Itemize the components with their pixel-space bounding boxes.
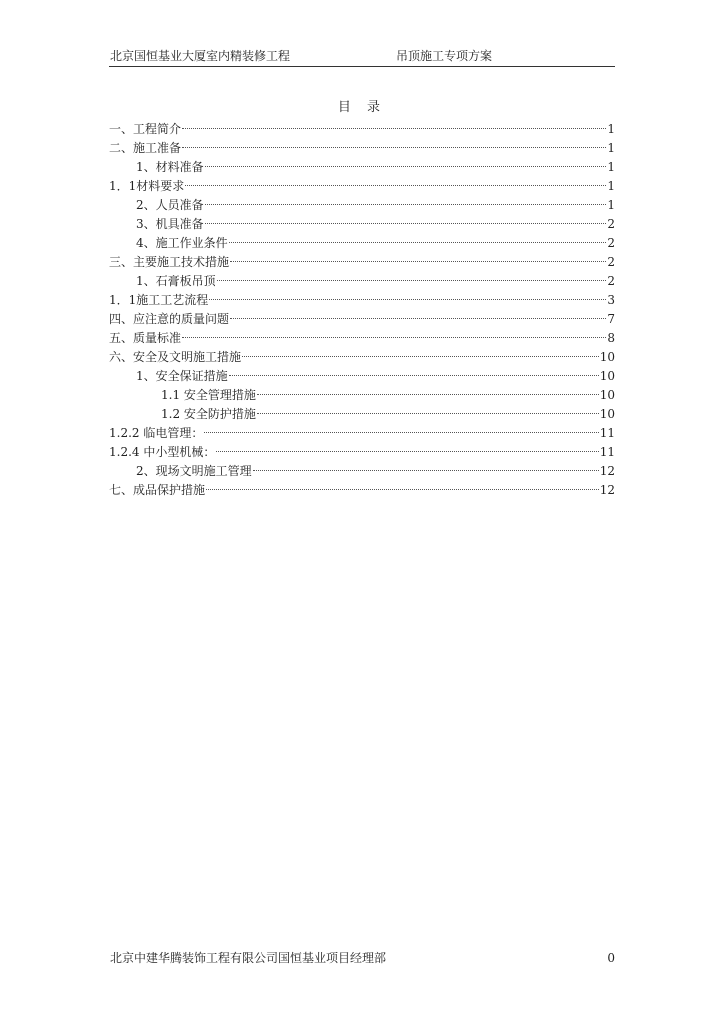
toc-entry[interactable] xyxy=(109,462,615,481)
toc-entry-label: 七、成品保护措施 xyxy=(109,483,206,497)
toc-leader-dots xyxy=(205,223,607,224)
toc-entry[interactable] xyxy=(109,481,615,500)
toc-entry-label: 1、材料准备 xyxy=(136,160,204,174)
toc-leader-dots xyxy=(217,280,607,281)
toc-entry-page: 11 xyxy=(599,445,615,459)
toc-leader-dots xyxy=(204,432,598,433)
toc-entry-page: 1 xyxy=(607,141,615,155)
toc-entry-label: 1.2.2 临电管理： xyxy=(109,426,204,440)
toc-leader-dots xyxy=(242,356,599,357)
toc-entry-page: 7 xyxy=(607,312,615,326)
toc-entry-page: 12 xyxy=(599,483,615,497)
toc-entry[interactable] xyxy=(109,310,615,329)
toc-entry[interactable] xyxy=(109,443,615,462)
toc-leader-dots xyxy=(185,185,606,186)
toc-leader-dots xyxy=(182,147,606,148)
toc-entry-label: 1、安全保证措施 xyxy=(136,369,228,383)
toc-entry-label: 1.2 安全防护措施 xyxy=(161,407,256,421)
toc-entry[interactable] xyxy=(109,272,615,291)
toc-leader-dots xyxy=(205,204,607,205)
toc-entry-page: 11 xyxy=(599,426,615,440)
toc-entry-label: 1.1 安全管理措施 xyxy=(161,388,256,402)
toc-entry[interactable] xyxy=(109,215,615,234)
toc-entry-label: 1．1材料要求 xyxy=(109,179,185,193)
toc-entry-label: 1．1施工工艺流程 xyxy=(109,293,209,307)
toc-entry[interactable] xyxy=(109,177,615,196)
toc-entry-page: 2 xyxy=(607,255,615,269)
toc-leader-dots xyxy=(257,413,599,414)
toc-entry-page: 12 xyxy=(599,464,615,478)
toc-leader-dots xyxy=(230,318,606,319)
toc-entry-label: 3、机具准备 xyxy=(136,217,204,231)
toc-entry[interactable] xyxy=(109,348,615,367)
footer-company-name: 北京中建华腾装饰工程有限公司国恒基业项目经理部 xyxy=(110,951,387,965)
toc-leader-dots xyxy=(182,128,606,129)
toc-entry-page: 2 xyxy=(607,236,615,250)
toc-entry-page: 2 xyxy=(607,274,615,288)
toc-entry[interactable] xyxy=(109,367,615,386)
toc-title: 目 录 xyxy=(337,100,387,115)
toc-leader-dots xyxy=(216,451,598,452)
toc-entry-label: 三、主要施工技术措施 xyxy=(109,255,230,269)
toc-entry-label: 4、施工作业条件 xyxy=(136,236,228,250)
toc-leader-dots xyxy=(230,261,606,262)
toc-entry-label: 2、现场文明施工管理 xyxy=(136,464,252,478)
toc-entry[interactable] xyxy=(109,253,615,272)
toc-entry-label: 六、安全及文明施工措施 xyxy=(109,350,242,364)
toc-entry[interactable] xyxy=(109,405,615,424)
toc-leader-dots xyxy=(206,489,599,490)
toc-entry-page: 1 xyxy=(607,160,615,174)
toc-leader-dots xyxy=(209,299,606,300)
toc-entry[interactable] xyxy=(109,139,615,158)
header-project-name: 北京国恒基业大厦室内精装修工程 xyxy=(110,49,291,63)
toc-entry-page: 8 xyxy=(607,331,615,345)
toc-entry-page: 10 xyxy=(599,407,615,421)
toc-leader-dots xyxy=(229,242,607,243)
toc-entry[interactable] xyxy=(109,329,615,348)
toc-leader-dots xyxy=(253,470,599,471)
toc-entry-page: 1 xyxy=(607,198,615,212)
footer-page-number: 0 xyxy=(607,951,615,965)
header-document-title: 吊顶施工专项方案 xyxy=(396,49,493,63)
toc-leader-dots xyxy=(257,394,599,395)
toc-entry-label: 2、人员准备 xyxy=(136,198,204,212)
table-of-contents xyxy=(109,120,615,500)
toc-entry-label: 1、石膏板吊顶 xyxy=(136,274,216,288)
toc-entry[interactable] xyxy=(109,120,615,139)
toc-entry-page: 10 xyxy=(599,350,615,364)
toc-leader-dots xyxy=(229,375,599,376)
toc-entry-page: 10 xyxy=(599,369,615,383)
toc-entry[interactable] xyxy=(109,386,615,405)
toc-entry[interactable] xyxy=(109,424,615,443)
toc-entry[interactable] xyxy=(109,158,615,177)
toc-entry-page: 3 xyxy=(607,293,615,307)
toc-entry-label: 四、应注意的质量问题 xyxy=(109,312,230,326)
toc-entry-label: 1.2.4 中小型机械： xyxy=(109,445,216,459)
toc-leader-dots xyxy=(205,166,607,167)
toc-entry[interactable] xyxy=(109,291,615,310)
toc-entry-label: 二、施工准备 xyxy=(109,141,182,155)
toc-leader-dots xyxy=(182,337,606,338)
toc-entry-page: 10 xyxy=(599,388,615,402)
toc-entry[interactable] xyxy=(109,196,615,215)
toc-entry-page: 1 xyxy=(607,122,615,136)
toc-entry-page: 1 xyxy=(607,179,615,193)
toc-entry-page: 2 xyxy=(607,217,615,231)
toc-entry-label: 五、质量标准 xyxy=(109,331,182,345)
page-header xyxy=(109,48,615,67)
toc-entry[interactable] xyxy=(109,234,615,253)
toc-entry-label: 一、工程简介 xyxy=(109,122,182,136)
